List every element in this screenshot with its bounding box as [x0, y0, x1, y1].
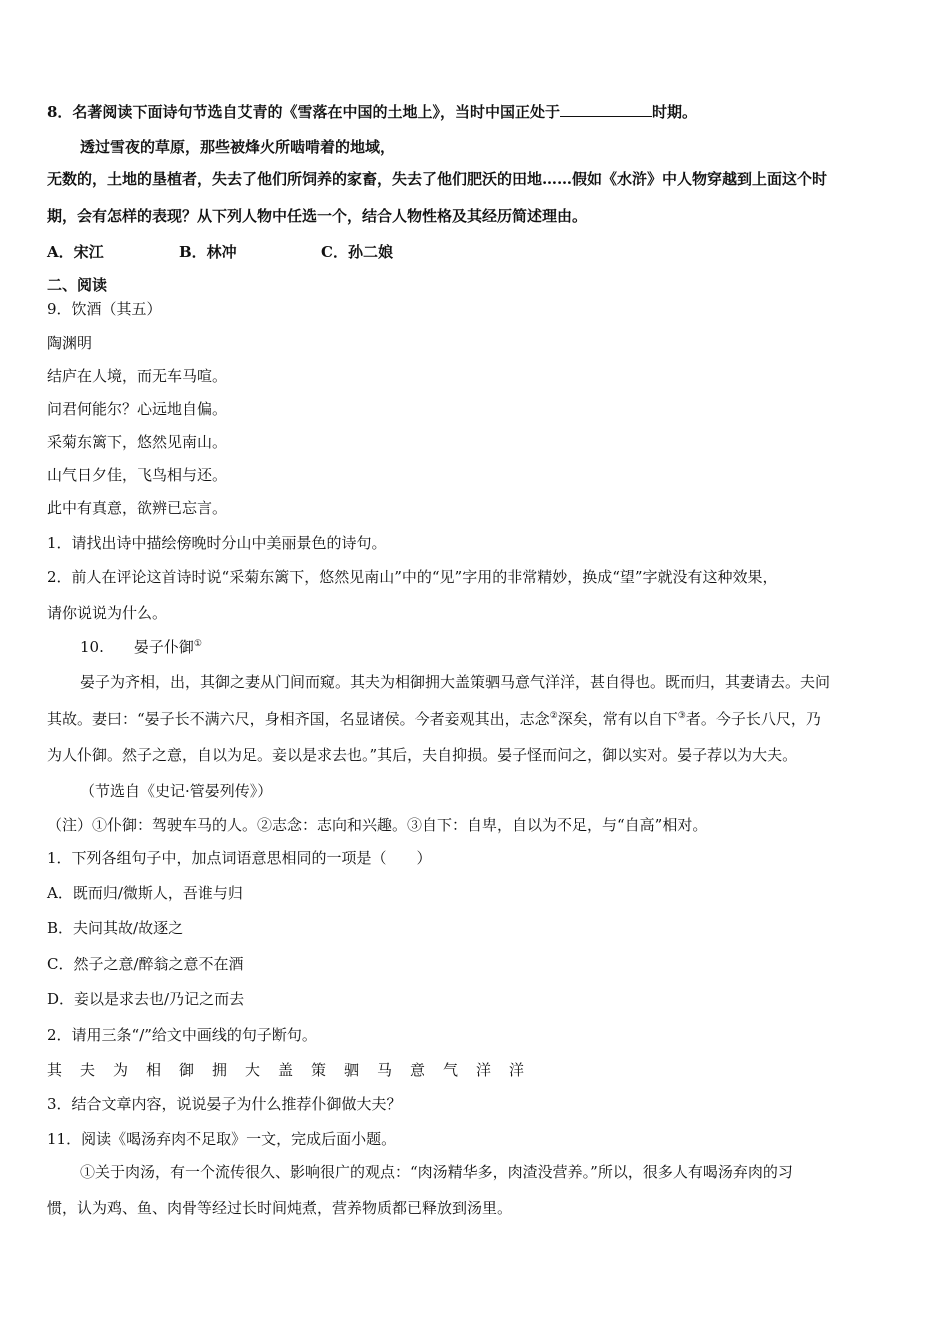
q9-poem-line-4: 山气日夕佳，飞鸟相与还。: [47, 466, 228, 484]
q9-sub2-line2: 请你说说为什么。: [47, 604, 168, 622]
q9-poem-line-5: 此中有真意，欲辨已忘言。: [47, 499, 228, 517]
q9-title: 9．饮酒（其五）: [47, 300, 162, 318]
q8-answer-blank[interactable]: [560, 102, 652, 117]
q10-title-text: 10. 晏子仆御: [80, 638, 194, 656]
q10-source: （节选自《史记·管晏列传》）: [80, 782, 273, 800]
q10-para3: 为人仆御。然子之意，自以为足。妾以是求去也。”其后，夫自抑损。晏子怪而问之，御以实对。晏子荐以为大夫。: [47, 746, 798, 764]
q10-sub3: 3．结合文章内容，说说晏子为什么推荐仆御做大夫？: [47, 1095, 402, 1113]
q10-notes: （注）①仆御：驾驶车马的人。②志念：志向和兴趣。③自下：自卑，自以为不足，与“自高”相对。: [47, 816, 708, 834]
q9-poem-line-2: 问君何能尔？心远地自偏。: [47, 400, 228, 418]
q11-title: 11．阅读《喝汤弃肉不足取》一文，完成后面小题。: [47, 1130, 397, 1148]
q10-para1: 晏子为齐相，出，其御之妻从门间而窥。其夫为相御拥大盖策驷马意气洋洋，甚自得也。既而归，其妻请去。夫问: [80, 673, 831, 691]
q9-sub1: 1．请找出诗中描绘傍晚时分山中美丽景色的诗句。: [47, 534, 387, 552]
q10-para2-c: 者。今子长八尺，乃: [685, 710, 821, 728]
q10-note-2: ②: [549, 711, 558, 721]
q11-para1: ①关于肉汤，有一个流传很久、影响很广的观点：“肉汤精华多，肉渣没营养。”所以，很多人有喝汤弃肉的习: [80, 1163, 793, 1181]
q8-poem-line: 透过雪夜的草原，那些被烽火所啮啃着的地域，: [80, 138, 396, 156]
q10-title: [80, 637, 202, 657]
q10-option-b: B．夫问其故/故逐之: [47, 919, 184, 937]
q8-stem-after: 时期。: [651, 103, 697, 121]
q9-sub2-line1: 2．前人在评论这首诗时说“采菊东篱下，悠然见南山”中的“见”字用的非常精妙，换成“望”字就没有这种效果，: [47, 568, 778, 586]
q9-poem-line-1: 结庐在人境，而无车马喧。: [47, 367, 228, 385]
q8-stem-before: 8．名著阅读下面诗句节选自艾青的《雪落在中国的土地上》，当时中国正处于: [47, 103, 560, 121]
q8-stem: [47, 102, 697, 122]
q8-options: [47, 242, 393, 262]
q10-para2: [47, 709, 821, 729]
q8-line2: 无数的，土地的垦植者，失去了他们所饲养的家畜，失去了他们肥沃的田地……假如《水浒》中人物穿越到上面这个时: [47, 170, 828, 188]
q8-option-c: C．孙二娘: [321, 243, 393, 261]
section-heading: 二、阅读: [47, 276, 108, 294]
q10-char-sequence: 其夫为相御拥大盖策驷马意气洋洋: [47, 1061, 543, 1079]
q10-sub2: 2．请用三条“/”给文中画线的句子断句。: [47, 1026, 317, 1044]
q10-note-3: ③: [677, 711, 686, 721]
q11-para2: 惯，认为鸡、鱼、肉骨等经过长时间炖煮，营养物质都已释放到汤里。: [47, 1199, 513, 1217]
q8-line3: 期，会有怎样的表现？从下列人物中任选一个，结合人物性格及其经历简述理由。: [47, 207, 588, 225]
q10-sub1: 1．下列各组句子中，加点词语意思相同的一项是（ ）: [47, 849, 432, 867]
q10-title-note: ①: [193, 639, 202, 649]
q10-option-a: A．既而归/微斯人，吾谁与归: [47, 884, 243, 902]
q8-option-b: B．林冲: [179, 243, 237, 261]
q10-option-d: D．妾以是求去也/乃记之而去: [47, 990, 245, 1008]
q10-para2-b: 深矣，常有以自下: [557, 710, 678, 728]
q10-option-c: C．然子之意/醉翁之意不在酒: [47, 955, 244, 973]
q9-poem-line-3: 采菊东篱下，悠然见南山。: [47, 433, 228, 451]
q8-option-a: A．宋江: [47, 243, 104, 261]
q9-author: 陶渊明: [47, 334, 93, 352]
q10-para2-a: 其故。妻曰：“晏子长不满六尺，身相齐国，名显诸侯。今者妾观其出，志念: [47, 710, 550, 728]
